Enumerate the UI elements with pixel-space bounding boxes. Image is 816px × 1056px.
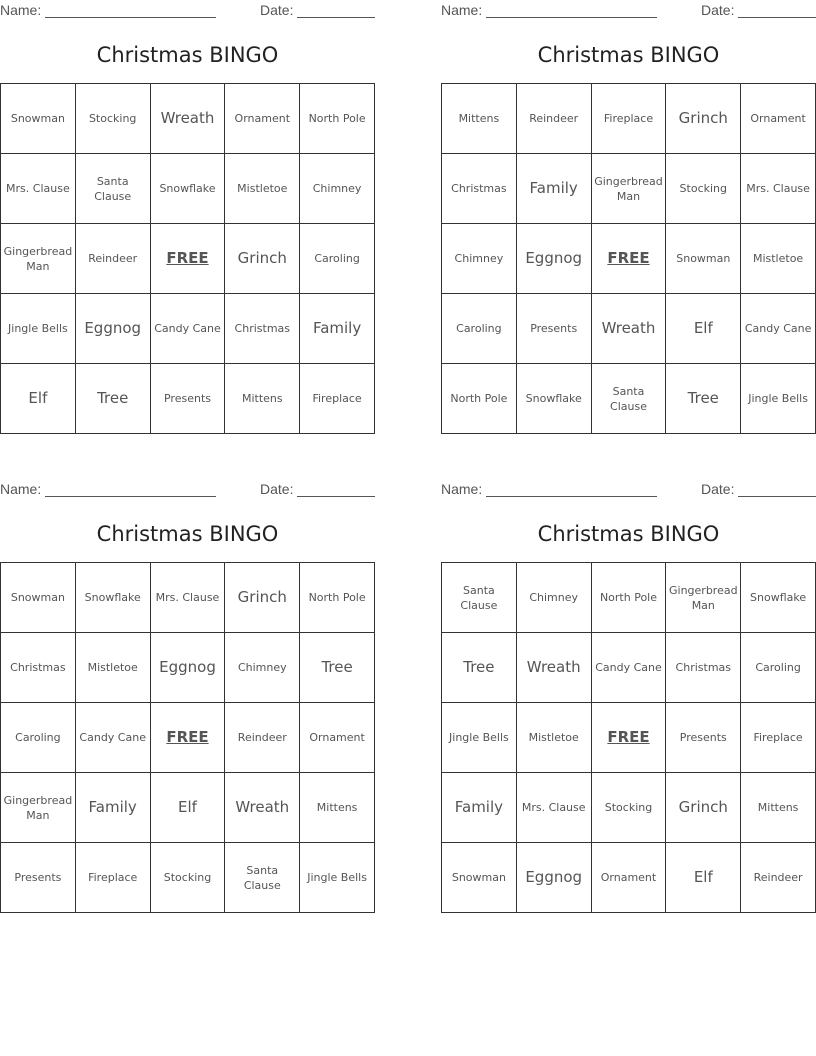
bingo-cell: Jingle Bells bbox=[741, 364, 816, 434]
bingo-cell: Candy Cane bbox=[151, 294, 226, 364]
bingo-cell: Santa Clause bbox=[76, 154, 151, 224]
bingo-cell: Family bbox=[442, 773, 517, 843]
bingo-cell: Mrs. Clause bbox=[741, 154, 816, 224]
bingo-cell: Mittens bbox=[300, 773, 375, 843]
bingo-cell: Snowman bbox=[666, 224, 741, 294]
date-blank-line bbox=[738, 17, 816, 18]
bingo-cell: Mrs. Clause bbox=[1, 154, 76, 224]
date-blank-line bbox=[297, 496, 375, 497]
bingo-cell: Caroling bbox=[741, 633, 816, 703]
bingo-grid bbox=[0, 562, 375, 913]
bingo-cell: Snowman bbox=[1, 84, 76, 154]
bingo-cell: Mittens bbox=[225, 364, 300, 434]
bingo-cell: Christmas bbox=[1, 633, 76, 703]
bingo-cell: Christmas bbox=[225, 294, 300, 364]
bingo-cell: Snowflake bbox=[741, 563, 816, 633]
bingo-cell: Stocking bbox=[76, 84, 151, 154]
bingo-cell: Snowman bbox=[1, 563, 76, 633]
bingo-grid bbox=[441, 562, 816, 913]
name-blank-line bbox=[45, 17, 216, 18]
bingo-cell: Family bbox=[76, 773, 151, 843]
bingo-cell: Chimney bbox=[517, 563, 592, 633]
card-header bbox=[441, 479, 816, 501]
bingo-cell: Mistletoe bbox=[225, 154, 300, 224]
bingo-cell: Ornament bbox=[741, 84, 816, 154]
bingo-cell: Jingle Bells bbox=[300, 843, 375, 913]
bingo-card-1 bbox=[0, 0, 375, 434]
bingo-cell: Elf bbox=[1, 364, 76, 434]
bingo-cell: Gingerbread Man bbox=[1, 773, 76, 843]
bingo-cell: Fireplace bbox=[300, 364, 375, 434]
bingo-cell: Presents bbox=[517, 294, 592, 364]
bingo-cell: Chimney bbox=[442, 224, 517, 294]
bingo-card-4 bbox=[441, 479, 816, 913]
bingo-cell: Mistletoe bbox=[741, 224, 816, 294]
bingo-cell: Christmas bbox=[666, 633, 741, 703]
bingo-cell: Candy Cane bbox=[592, 633, 667, 703]
bingo-cell: Fireplace bbox=[76, 843, 151, 913]
date-blank-line bbox=[297, 17, 375, 18]
bingo-cell: Candy Cane bbox=[741, 294, 816, 364]
name-blank-line bbox=[486, 17, 657, 18]
bingo-cell: Christmas bbox=[442, 154, 517, 224]
bingo-cell: Reindeer bbox=[225, 703, 300, 773]
bingo-cell: Gingerbread Man bbox=[1, 224, 76, 294]
bingo-cell: Caroling bbox=[442, 294, 517, 364]
bingo-cell: Stocking bbox=[592, 773, 667, 843]
bingo-cell: Tree bbox=[300, 633, 375, 703]
bingo-cell: Fireplace bbox=[592, 84, 667, 154]
bingo-cell: Grinch bbox=[225, 224, 300, 294]
bingo-cell: Grinch bbox=[666, 773, 741, 843]
bingo-cell: Caroling bbox=[300, 224, 375, 294]
bingo-cell: Gingerbread Man bbox=[592, 154, 667, 224]
bingo-cell: Elf bbox=[151, 773, 226, 843]
bingo-cell: Ornament bbox=[592, 843, 667, 913]
bingo-cell: North Pole bbox=[300, 84, 375, 154]
bingo-cell: Wreath bbox=[151, 84, 226, 154]
free-space-cell: FREE bbox=[592, 224, 667, 294]
bingo-cell: Candy Cane bbox=[76, 703, 151, 773]
name-blank-line bbox=[486, 496, 657, 497]
name-blank-line bbox=[45, 496, 216, 497]
bingo-cell: Stocking bbox=[666, 154, 741, 224]
bingo-cell: Jingle Bells bbox=[442, 703, 517, 773]
bingo-cell: Mittens bbox=[741, 773, 816, 843]
date-label: Date: bbox=[260, 2, 294, 18]
bingo-cell: Chimney bbox=[300, 154, 375, 224]
bingo-cell: Presents bbox=[151, 364, 226, 434]
card-title: Christmas BINGO bbox=[537, 522, 720, 546]
bingo-cell: Stocking bbox=[151, 843, 226, 913]
bingo-cell: Eggnog bbox=[517, 224, 592, 294]
bingo-cell: Tree bbox=[666, 364, 741, 434]
bingo-cell: Elf bbox=[666, 294, 741, 364]
card-header bbox=[0, 479, 375, 501]
bingo-cell: Mittens bbox=[442, 84, 517, 154]
bingo-cell: Snowflake bbox=[76, 563, 151, 633]
bingo-cell: Tree bbox=[76, 364, 151, 434]
bingo-cell: Family bbox=[300, 294, 375, 364]
date-label: Date: bbox=[260, 481, 294, 497]
bingo-cell: Reindeer bbox=[741, 843, 816, 913]
free-space-cell: FREE bbox=[151, 703, 226, 773]
free-space-cell: FREE bbox=[151, 224, 226, 294]
bingo-cell: Ornament bbox=[300, 703, 375, 773]
card-header bbox=[441, 0, 816, 22]
bingo-cell: North Pole bbox=[442, 364, 517, 434]
bingo-cell: Fireplace bbox=[741, 703, 816, 773]
bingo-cell: Grinch bbox=[225, 563, 300, 633]
bingo-cell: North Pole bbox=[592, 563, 667, 633]
date-label: Date: bbox=[701, 481, 735, 497]
bingo-cell: Santa Clause bbox=[442, 563, 517, 633]
date-label: Date: bbox=[701, 2, 735, 18]
bingo-cell: Tree bbox=[442, 633, 517, 703]
bingo-cell: Wreath bbox=[517, 633, 592, 703]
bingo-cell: Snowflake bbox=[517, 364, 592, 434]
name-label: Name: bbox=[0, 2, 42, 18]
card-title: Christmas BINGO bbox=[96, 43, 279, 67]
bingo-cell: Presents bbox=[1, 843, 76, 913]
bingo-cell: Santa Clause bbox=[592, 364, 667, 434]
bingo-cell: Family bbox=[517, 154, 592, 224]
bingo-cell: Snowflake bbox=[151, 154, 226, 224]
bingo-cell: Wreath bbox=[592, 294, 667, 364]
bingo-cell: Wreath bbox=[225, 773, 300, 843]
bingo-cell: Caroling bbox=[1, 703, 76, 773]
bingo-cell: Reindeer bbox=[76, 224, 151, 294]
name-label: Name: bbox=[0, 481, 42, 497]
bingo-cell: Eggnog bbox=[151, 633, 226, 703]
bingo-cell: Elf bbox=[666, 843, 741, 913]
card-title: Christmas BINGO bbox=[96, 522, 279, 546]
bingo-cell: Mistletoe bbox=[517, 703, 592, 773]
bingo-cell: Chimney bbox=[225, 633, 300, 703]
bingo-cell: North Pole bbox=[300, 563, 375, 633]
bingo-cell: Santa Clause bbox=[225, 843, 300, 913]
free-space-cell: FREE bbox=[592, 703, 667, 773]
card-header bbox=[0, 0, 375, 22]
bingo-cell: Ornament bbox=[225, 84, 300, 154]
bingo-cell: Jingle Bells bbox=[1, 294, 76, 364]
bingo-cell: Presents bbox=[666, 703, 741, 773]
bingo-cell: Mistletoe bbox=[76, 633, 151, 703]
bingo-grid bbox=[0, 83, 375, 434]
bingo-card-2 bbox=[441, 0, 816, 434]
bingo-cell: Eggnog bbox=[517, 843, 592, 913]
bingo-cell: Grinch bbox=[666, 84, 741, 154]
bingo-cell: Reindeer bbox=[517, 84, 592, 154]
name-label: Name: bbox=[441, 481, 483, 497]
bingo-card-3 bbox=[0, 479, 375, 913]
card-title: Christmas BINGO bbox=[537, 43, 720, 67]
bingo-cell: Snowman bbox=[442, 843, 517, 913]
date-blank-line bbox=[738, 496, 816, 497]
bingo-cell: Gingerbread Man bbox=[666, 563, 741, 633]
bingo-cell: Mrs. Clause bbox=[151, 563, 226, 633]
bingo-cell: Eggnog bbox=[76, 294, 151, 364]
bingo-cell: Mrs. Clause bbox=[517, 773, 592, 843]
bingo-grid bbox=[441, 83, 816, 434]
name-label: Name: bbox=[441, 2, 483, 18]
